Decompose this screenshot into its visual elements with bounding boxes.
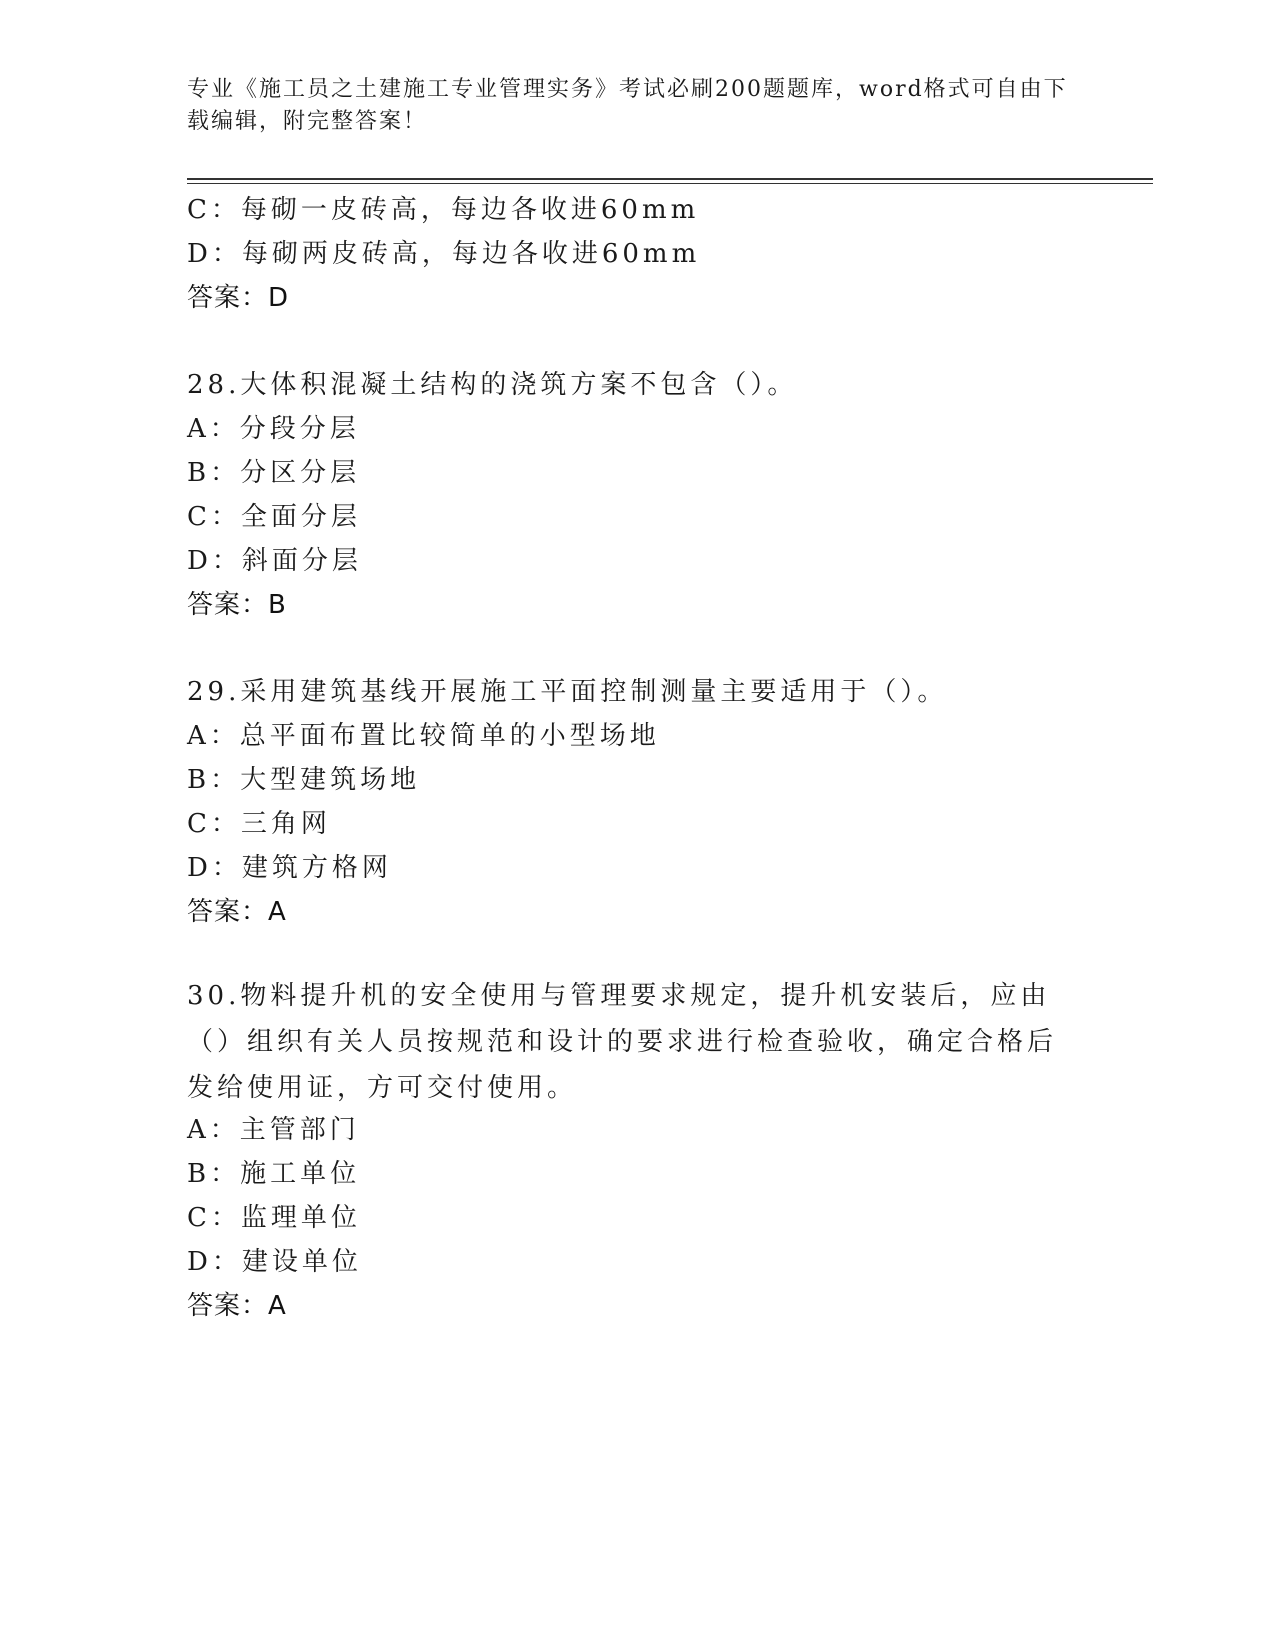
prev-option-d: D：每砌两皮砖高，每边各收进60mm xyxy=(187,239,701,269)
q29-option-c: C：三角网 xyxy=(187,809,331,839)
prev-answer: 答案：D xyxy=(187,283,290,313)
q28-option-b: B：分区分层 xyxy=(187,458,361,488)
header-rule-thick xyxy=(187,178,1153,180)
q28-answer: 答案：B xyxy=(187,590,287,620)
q28-option-d: D：斜面分层 xyxy=(187,546,362,576)
q30-option-c: C：监理单位 xyxy=(187,1203,361,1233)
document-header: 专业《施工员之土建施工专业管理实务》考试必刷200题题库，word格式可自由下载编辑，附完整答案！ xyxy=(187,77,1068,134)
q28-option-a: A：分段分层 xyxy=(187,414,360,444)
q28-option-c: C：全面分层 xyxy=(187,502,361,532)
q30-option-b: B：施工单位 xyxy=(187,1159,361,1189)
q29-option-d: D：建筑方格网 xyxy=(187,853,392,883)
prev-option-c: C：每砌一皮砖高，每边各收进60mm xyxy=(187,195,700,225)
q30-answer: 答案：A xyxy=(187,1291,287,1321)
q28-text: 28.大体积混凝土结构的浇筑方案不包含（）。 xyxy=(187,370,798,400)
q29-text: 29.采用建筑基线开展施工平面控制测量主要适用于（）。 xyxy=(187,677,948,707)
q30-option-a: A：主管部门 xyxy=(187,1115,360,1145)
q29-option-b: B：大型建筑场地 xyxy=(187,765,421,795)
q30-option-d: D：建设单位 xyxy=(187,1247,362,1277)
header-rule-thin xyxy=(187,183,1153,184)
q29-option-a: A：总平面布置比较简单的小型场地 xyxy=(187,721,660,751)
q30-text: 30.物料提升机的安全使用与管理要求规定，提升机安装后，应由（）组织有关人员按规范和设计的要求进行检查验收，确定合格后发给使用证，方可交付使用。 xyxy=(187,981,1058,1103)
q29-answer: 答案：A xyxy=(187,897,287,927)
